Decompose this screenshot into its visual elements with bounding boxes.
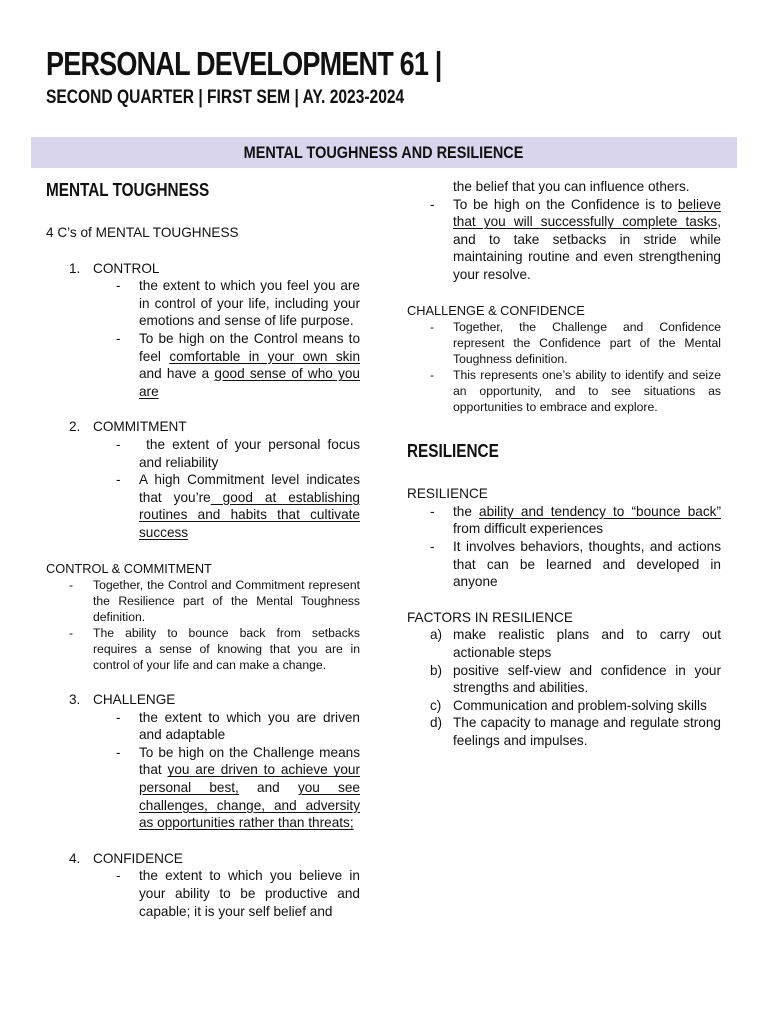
underlined-text: you are driven to achieve your personal best, — [139, 762, 361, 796]
dash-marker: - — [116, 330, 121, 346]
right-column — [407, 178, 721, 749]
bullet-text: the extent to which you feel you are in control of your life, including your emotions and sense of life purpose. — [139, 278, 360, 329]
factor-letter: b) — [430, 662, 443, 678]
underlined-text: ability and tendency to “bounce back” — [479, 503, 721, 519]
subheading-factors: FACTORS IN RESILIENCE — [407, 609, 573, 625]
bullet-item — [46, 625, 360, 673]
dash-marker: - — [116, 278, 121, 294]
resilience-bullets — [407, 503, 721, 591]
topic-banner-text: MENTAL TOUGHNESS AND RESILIENCE — [244, 142, 524, 162]
topic-banner — [31, 137, 737, 168]
bullet-item — [407, 367, 721, 415]
dash-marker: - — [430, 368, 435, 383]
dash-marker: - — [430, 196, 435, 212]
confidence-bullets-continued — [407, 178, 721, 284]
item-label: CONTROL — [93, 260, 160, 276]
bullet-text: and — [238, 780, 298, 796]
item-number: 3. — [69, 692, 81, 708]
bullet-item — [407, 319, 721, 367]
factor-letter: c) — [430, 697, 442, 713]
factor-text: The capacity to manage and regulate strong feelings and impulses. — [453, 715, 721, 748]
bullet-text: This represents one’s ability to identify and seize an opportunity, and to see situations as opportunities to embrace and explore. — [453, 368, 721, 415]
factor-item — [407, 697, 721, 715]
bullet-text: The ability to bounce back from setbacks requires a sense of knowing that you are in control of your life and can make a change. — [93, 626, 360, 673]
factor-text: make realistic plans and to carry out actionable steps — [453, 627, 721, 660]
control-bullets — [46, 277, 360, 400]
list-item-commitment — [46, 418, 360, 436]
bullet-text: A high Commitment level indicates that you’re — [139, 472, 360, 505]
challenge-bullets — [46, 709, 360, 832]
factor-letter: a) — [430, 627, 443, 643]
page-title: PERSONAL DEVELOPMENT 61 | — [46, 45, 442, 82]
dash-marker: - — [430, 538, 435, 554]
factor-letter: d) — [430, 715, 443, 731]
intro-text: 4 C’s of MENTAL TOUGHNESS — [46, 225, 239, 240]
underlined-text: good sense of who you are — [139, 366, 360, 399]
subheading-challenge-confidence: CHALLENGE & CONFIDENCE — [407, 302, 585, 318]
item-label: COMMITMENT — [93, 419, 187, 435]
item-label: CONFIDENCE — [93, 850, 183, 866]
bullet-text: To be high on the Challenge means that — [139, 744, 360, 778]
bullet-item — [46, 867, 360, 920]
list-item-control — [46, 260, 360, 278]
bullet-text: To be high on the Control means to feel — [139, 330, 360, 364]
dash-marker: - — [116, 436, 121, 452]
challenge-confidence-bullets — [407, 319, 721, 415]
bullet-item-continued — [407, 178, 721, 196]
item-number: 4. — [69, 850, 81, 866]
bullet-item — [46, 709, 360, 744]
dash-marker: - — [116, 744, 121, 760]
underlined-text: you see challenges, change, and adversity as opportunities rather than threats; — [139, 780, 360, 831]
bullet-text: It involves behaviors, thoughts, and actions that can be learned and developed in anyone — [453, 538, 721, 590]
dash-marker: - — [116, 472, 121, 488]
factor-item — [407, 662, 721, 697]
dash-marker: - — [116, 709, 121, 725]
factor-item — [407, 714, 721, 749]
item-number: 2. — [69, 419, 81, 435]
dash-marker: - — [69, 578, 74, 593]
factors-list — [407, 626, 721, 749]
bullet-item — [407, 503, 721, 538]
bullet-item — [407, 538, 721, 591]
underlined-text: good at establishing routines and habits that cultivate success — [139, 489, 360, 540]
underlined-text: comfortable in your own skin — [169, 348, 361, 364]
bullet-text: the extent of your personal focus and reliability — [139, 436, 364, 470]
subheading-control-commitment: CONTROL & COMMITMENT — [46, 560, 212, 576]
underlined-text: believe that you will successfully complete tasks — [453, 196, 721, 230]
confidence-bullets — [46, 867, 360, 920]
left-column — [46, 178, 364, 920]
bullet-text: the extent to which you believe in your ability to be productive and capable; it is your self belief and — [139, 868, 360, 919]
bullet-text: from difficult experiences — [453, 521, 604, 537]
bullet-item — [46, 330, 360, 400]
factor-item — [407, 626, 721, 661]
factor-text: Communication and problem-solving skills — [453, 697, 707, 713]
dash-marker: - — [69, 626, 74, 641]
bullet-text: the — [453, 503, 480, 519]
list-item-confidence — [46, 850, 360, 868]
commitment-bullets — [46, 436, 364, 542]
section-title-resilience: RESILIENCE — [407, 441, 499, 462]
page-subtitle: SECOND QUARTER | FIRST SEM | AY. 2023-2024 — [46, 87, 405, 108]
dash-marker: - — [430, 320, 435, 335]
list-item-challenge — [46, 691, 360, 709]
control-commitment-bullets — [46, 577, 360, 673]
bullet-item — [46, 744, 360, 832]
bullet-text: To be high on the Confidence is to — [453, 196, 678, 212]
section-title-mental-toughness: MENTAL TOUGHNESS — [46, 180, 210, 200]
item-label: CHALLENGE — [93, 692, 176, 708]
bullet-text: Together, the Control and Commitment represent the Resilience part of the Mental Toughness definition. — [93, 578, 360, 625]
bullet-text: the extent to which you are driven and adaptable — [139, 709, 360, 743]
factor-text: positive self-view and confidence in your strengths and abilities. — [453, 662, 721, 696]
item-number: 1. — [69, 260, 81, 276]
bullet-text: , and to take setbacks in stride while maintaining routine and even strengthening your resolve. — [453, 214, 721, 282]
bullet-item — [46, 471, 360, 541]
bullet-text: Together, the Challenge and Confidence represent the Confidence part of the Mental Toughness definition. — [453, 320, 721, 367]
dash-marker: - — [116, 868, 121, 884]
bullet-item — [46, 277, 360, 330]
bullet-item — [46, 577, 360, 625]
bullet-text: and have a — [139, 366, 215, 382]
bullet-item — [46, 436, 364, 471]
bullet-text: the belief that you can influence others. — [453, 179, 690, 194]
subheading-resilience: RESILIENCE — [407, 486, 488, 502]
bullet-item — [407, 196, 721, 284]
dash-marker: - — [430, 503, 435, 519]
